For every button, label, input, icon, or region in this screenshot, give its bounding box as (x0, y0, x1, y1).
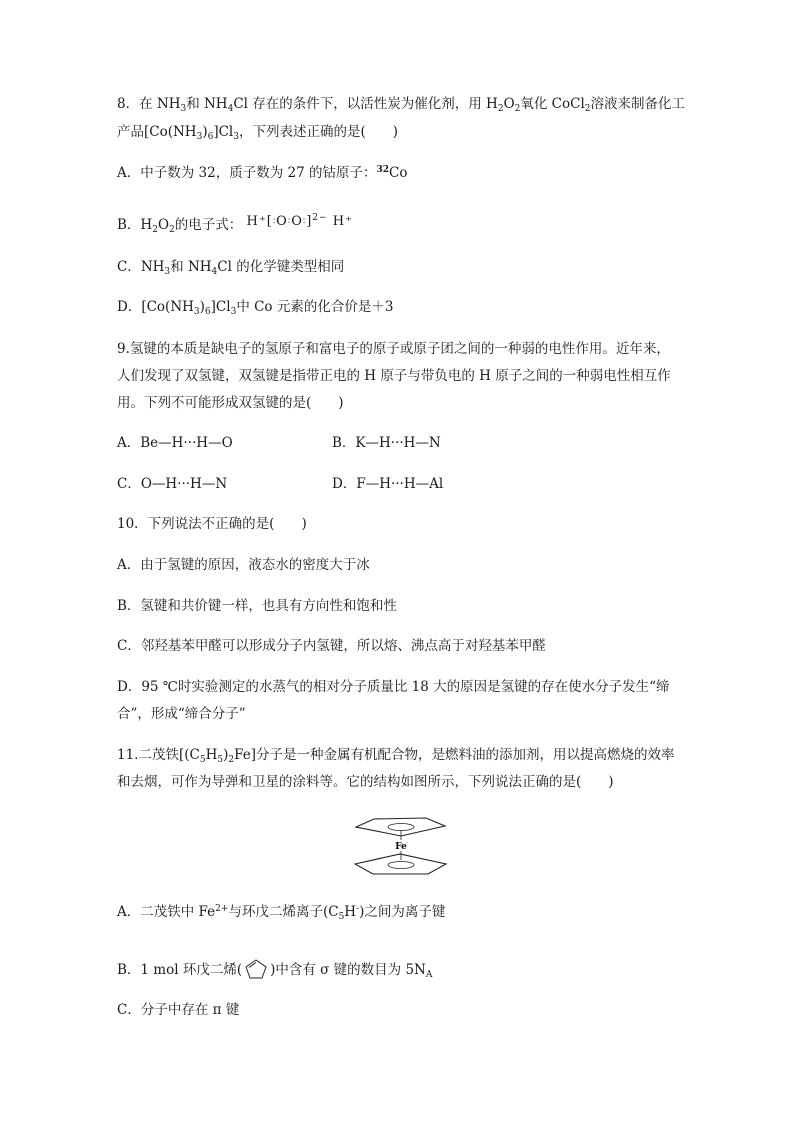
q8-option-c: C．$NH_3$和 $NH_4Cl$ 的化学键类型相同 (117, 259, 345, 277)
q9-stem-line-3: 用。下列不可能形成双氢键的是( ) (117, 395, 344, 411)
top-ring-circle (388, 824, 414, 831)
q11-option-b: B．1 mol 环戊二烯( )中含有 σ 键的数目为 $5N_A$ (117, 958, 432, 980)
q8-option-a: A．中子数为 32，质子数为 27 的钴原子：$^{32}$Co (117, 165, 408, 181)
q8-stem-line-1: 8．在 $NH_3$和 $NH_4Cl$ 存在的条件下，以活性炭为催化剂，用 $H_2O_2$氧化 CoCl$_2$溶液来制备化工 (117, 96, 686, 114)
q11-option-a: A．二茂铁中 $Fe^{2+}$与环戊二烯离子$(C_5H^-)$之间为离子键 (117, 904, 446, 922)
q8-option-b: B．$H_2O_2$的电子式： H⁺[∶O∶O∶]$^{2-}$ H⁺ (117, 213, 353, 235)
q11-option-c: C．分子中存在 π 键 (117, 1002, 240, 1018)
cyclopentadiene-icon (243, 958, 269, 980)
q9-option-row-1 (117, 433, 441, 453)
ferrocene-diagram (352, 812, 450, 880)
bottom-ring-circle (388, 862, 414, 869)
q10-option-d-line-2: 合”，形成“缔合分子” (117, 706, 246, 722)
q10-option-a: A．由于氢键的原因，液态水的密度大于冰 (117, 557, 370, 573)
q9-option-row-2 (117, 474, 444, 494)
top-cyclopentadienyl-ring (356, 818, 445, 836)
q10-option-c: C．邻羟基苯甲醛可以形成分子内氢键，所以熔、沸点高于对羟基苯甲醛 (117, 638, 546, 654)
peroxide-electron-formula: H⁺[∶O∶O∶]$^{2-}$ H⁺ (246, 213, 353, 229)
q9-stem-line-2: 人们发现了双氢键，双氢键是指带正电的 H 原子与带负电的 H 原子之间的一种弱电性相互作 (117, 368, 671, 384)
q10-option-d-line-1: D．95 ℃时实验测定的水蒸气的相对分子质量比 18 大的原因是氢键的存在使水分子发生“缔 (117, 679, 670, 695)
q9-option-c: C．O—H···H—N (117, 476, 228, 492)
q8-stem-line-2: 产品$[Co(NH_3)_6]Cl_3$，下列表述正确的是( ) (117, 124, 399, 142)
q9-option-a: A．Be—H···H—O (117, 435, 233, 451)
q9-stem-line-1: 9.氢键的本质是缺电子的氢原子和富电子的原子或原子团之间的一种弱的电性作用。近年来， (117, 341, 670, 357)
q8-option-d: D．$[Co(NH_3)_6]Cl_3$中 Co 元素的化合价是＋3 (117, 299, 394, 317)
q10-stem: 10．下列说法不正确的是( ) (117, 516, 307, 532)
ferrocene-svg (352, 812, 450, 880)
q9-option-d: D．F—H···H—Al (332, 476, 444, 492)
bottom-cyclopentadienyl-ring (355, 854, 446, 874)
fe-label: Fe (395, 842, 407, 852)
q9-option-b: B．K—H···H—N (332, 435, 441, 451)
q10-option-b: B．氢键和共价键一样，也具有方向性和饱和性 (117, 598, 397, 614)
q11-stem-line-1: 11.二茂铁$[(C_5H_5)_2Fe]$分子是一种金属有机配合物，是燃料油的添加剂，用以提高燃烧的效率 (117, 747, 675, 765)
q11-stem-line-2: 和去烟，可作为导弹和卫星的涂料等。它的结构如图所示，下列说法正确的是( ) (117, 774, 614, 790)
